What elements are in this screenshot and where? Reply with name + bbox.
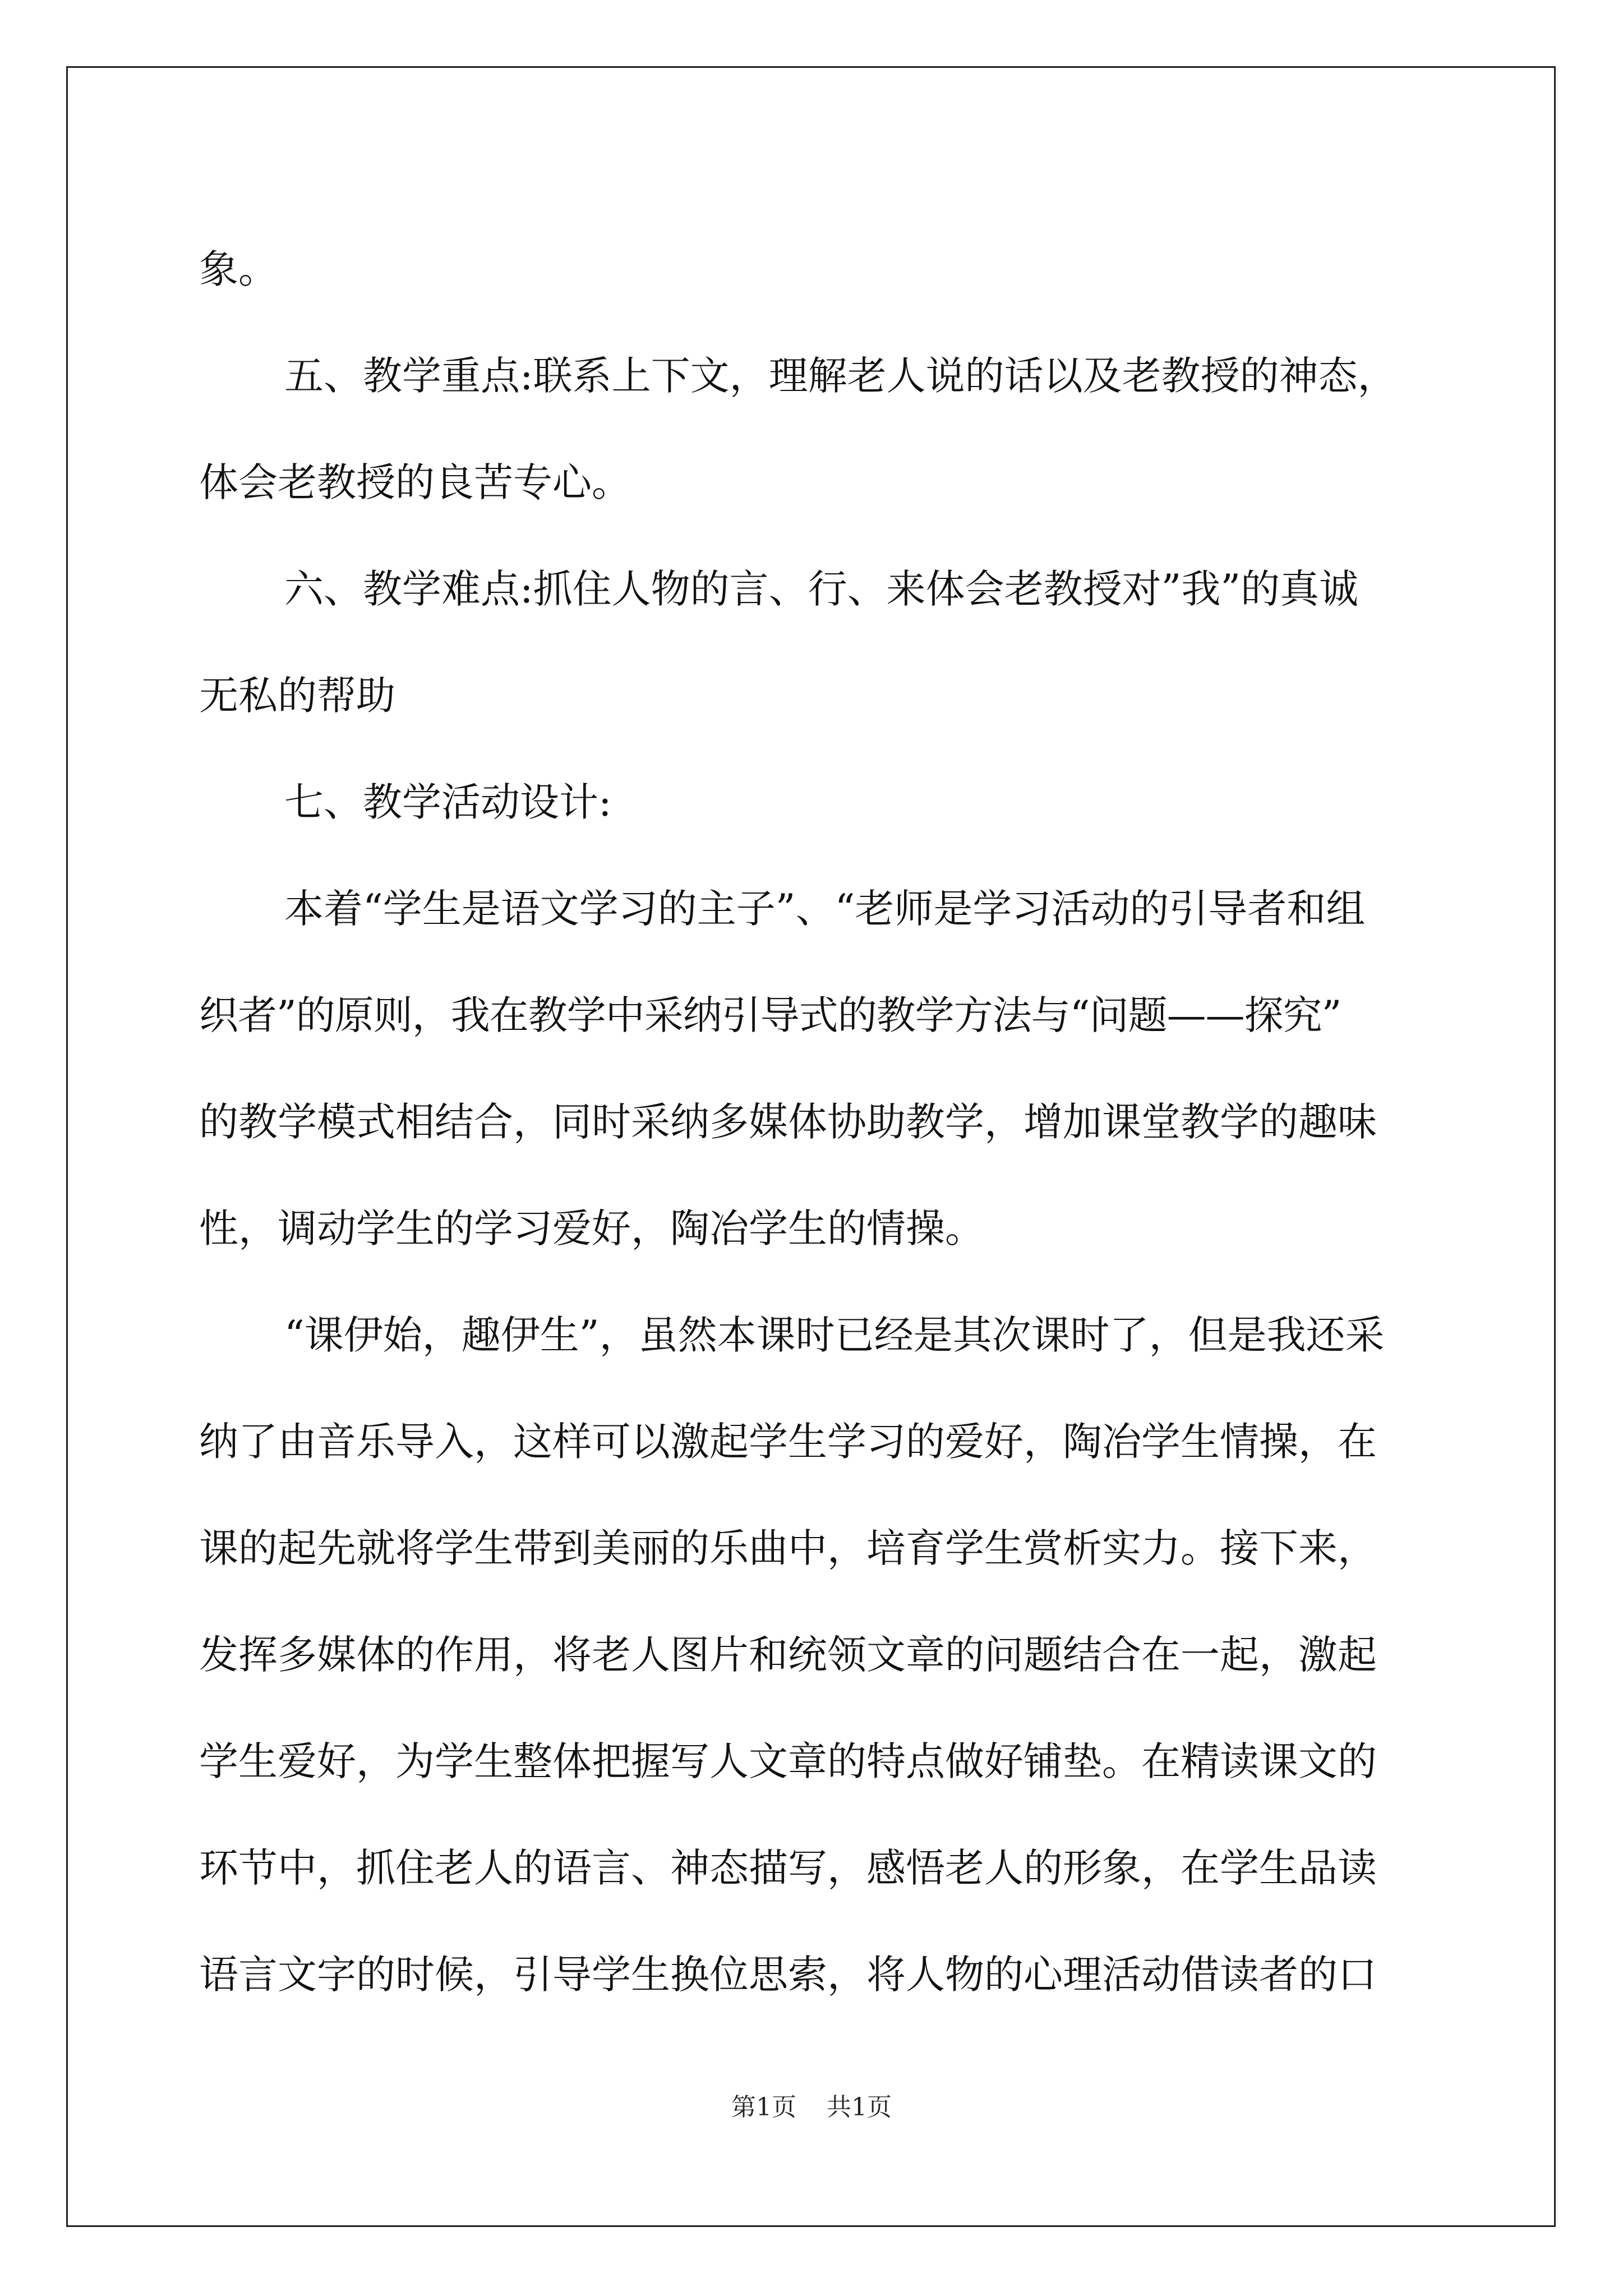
text-line: 发挥多媒体的作用，将老人图片和统领文章的问题结合在一起，激起 xyxy=(199,1632,1377,1678)
page-footer xyxy=(0,2087,1623,2123)
text-line: 的教学模式相结合，同时采纳多媒体协助教学，增加课堂教学的趣味 xyxy=(199,1099,1377,1145)
text-line: 语言文字的时候，引导学生换位思索，将人物的心理活动借读者的口 xyxy=(199,1952,1377,1998)
text-line: 象。 xyxy=(199,246,278,292)
text-line: 织者”的原则，我在教学中采纳引导式的教学方法与“问题——探究” xyxy=(199,992,1341,1038)
page-number-current: 第1页 xyxy=(731,2093,796,2122)
text-line-section-six: 六、教学难点:抓住人物的言、行、来体会老教授对”我”的真诚 xyxy=(284,566,1359,612)
text-line: 体会老教授的良苦专心。 xyxy=(199,459,631,505)
text-line: 纳了由音乐导入，这样可以激起学生学习的爱好，陶冶学生情操，在 xyxy=(199,1419,1377,1465)
text-line: 课的起先就将学生带到美丽的乐曲中，培育学生赏析实力。接下来， xyxy=(199,1525,1377,1571)
text-line: 性，调动学生的学习爱好，陶冶学生的情操。 xyxy=(199,1205,984,1251)
document-body xyxy=(199,216,1427,2028)
text-line: 学生爱好，为学生整体把握写人文章的特点做好铺垫。在精读课文的 xyxy=(199,1738,1377,1784)
text-line: 环节中，抓住老人的语言、神态描写，感悟老人的形象，在学生品读 xyxy=(199,1845,1377,1891)
text-line: “课伊始，趣伊生”，虽然本课时已经是其次课时了，但是我还采 xyxy=(284,1312,1385,1358)
text-line-section-seven: 七、教学活动设计: xyxy=(284,779,612,825)
text-line: 无私的帮助 xyxy=(199,673,395,719)
text-line-section-five: 五、教学重点:联系上下文，理解老人说的话以及老教授的神态， xyxy=(284,353,1397,399)
page-number-total: 共1页 xyxy=(827,2093,892,2122)
text-line: 本着“学生是语文学习的主子”、“老师是学习活动的引导者和组 xyxy=(284,886,1366,932)
